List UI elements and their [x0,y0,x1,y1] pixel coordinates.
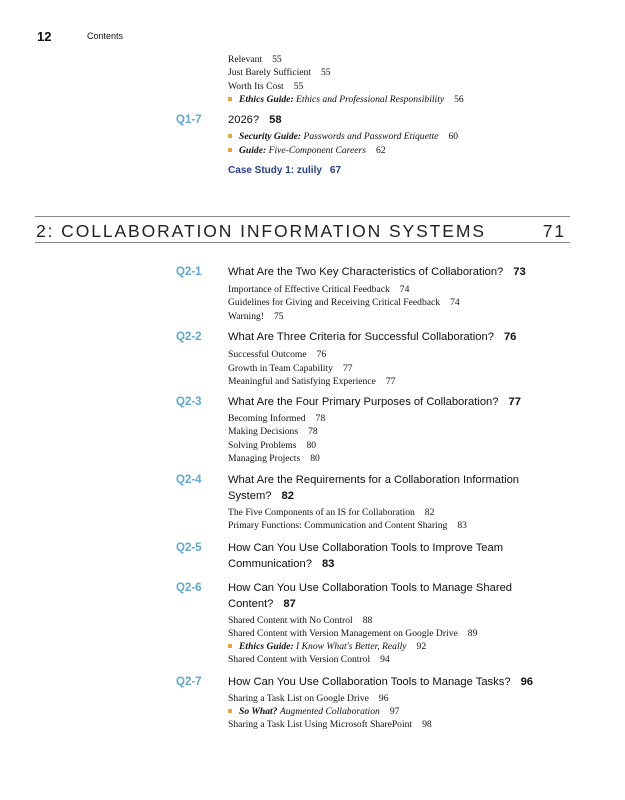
chapter-title: 2: COLLABORATION INFORMATION SYSTEMS [36,221,486,241]
toc-entry: Sharing a Task List on Google Drive 96 [228,693,389,704]
toc-entry: Sharing a Task List Using Microsoft SharePoint 98 [228,719,432,730]
chapter-rule-bottom [35,242,570,243]
toc-entry: Growth in Team Capability 77 [228,363,353,374]
running-head: Contents [87,31,124,41]
case-study-entry: Case Study 1: zulily 67 [228,165,342,176]
toc-entry: Managing Projects 80 [228,453,320,464]
toc-entry: Primary Functions: Communication and Content Sharing 83 [228,520,467,531]
chapter-page: 71 [542,221,566,241]
question-title: How Can You Use Collaboration Tools to Manage Tasks? 96 [228,676,534,688]
chapter-heading [36,221,568,242]
bullet-square-icon [228,644,232,648]
question-label: Q2-7 [176,676,202,688]
question-title: How Can You Use Collaboration Tools to Improve Team Communication? 83 [228,542,504,570]
question-label: Q2-1 [176,266,202,278]
toc-entry: The Five Components of an IS for Collaboration 82 [228,507,435,518]
toc-entry: Just Barely Sufficient 55 [228,67,331,78]
question-title: 2026? 58 [228,114,282,126]
toc-entry: Meaningful and Satisfying Experience 77 [228,376,396,387]
toc-entry: Solving Problems 80 [228,440,317,451]
question-title: What Are Three Criteria for Successful Collaboration? 76 [228,331,517,343]
toc-entry: Shared Content with Version Management on Google Drive 89 [228,628,478,639]
question-title: What Are the Requirements for a Collaboration Information System? 82 [228,474,520,502]
question-label: Q2-6 [176,582,202,594]
bullet-square-icon [228,148,232,152]
bullet-square-icon [228,97,232,101]
page-number: 12 [37,29,52,44]
toc-entry: Importance of Effective Critical Feedback 74 [228,284,410,295]
bullet-square-icon [228,134,232,138]
question-title: What Are the Four Primary Purposes of Collaboration? 77 [228,396,521,408]
chapter-rule-top [35,216,570,217]
question-label: Q2-5 [176,542,202,554]
toc-entry: Worth Its Cost 55 [228,81,304,92]
bullet-square-icon [228,709,232,713]
question-title: How Can You Use Collaboration Tools to Manage Shared Content? 87 [228,582,513,610]
toc-guide-entry: Security Guide: Passwords and Password Etiquette 60 [228,131,458,142]
question-label: Q2-3 [176,396,202,408]
question-label: Q2-4 [176,474,202,486]
toc-entry: Relevant 55 [228,54,282,65]
toc-entry: Successful Outcome 76 [228,349,327,360]
toc-entry: Making Decisions 78 [228,426,318,437]
toc-entry: Guidelines for Giving and Receiving Critical Feedback 74 [228,297,460,308]
toc-guide-entry: So What? Augmented Collaboration 97 [228,706,399,717]
question-title: What Are the Two Key Characteristics of Collaboration? 73 [228,266,526,278]
toc-entry: Shared Content with No Control 88 [228,615,373,626]
toc-guide-entry: Ethics Guide: I Know What's Better, Really 92 [228,641,426,652]
question-label: Q1-7 [176,114,202,126]
question-label: Q2-2 [176,331,202,343]
toc-entry: Warning! 75 [228,311,284,322]
toc-guide-entry: Ethics Guide: Ethics and Professional Responsibility 56 [228,94,464,105]
toc-entry: Becoming Informed 78 [228,413,326,424]
toc-entry: Shared Content with Version Control 94 [228,654,390,665]
toc-guide-entry: Guide: Five-Component Careers 62 [228,145,386,156]
